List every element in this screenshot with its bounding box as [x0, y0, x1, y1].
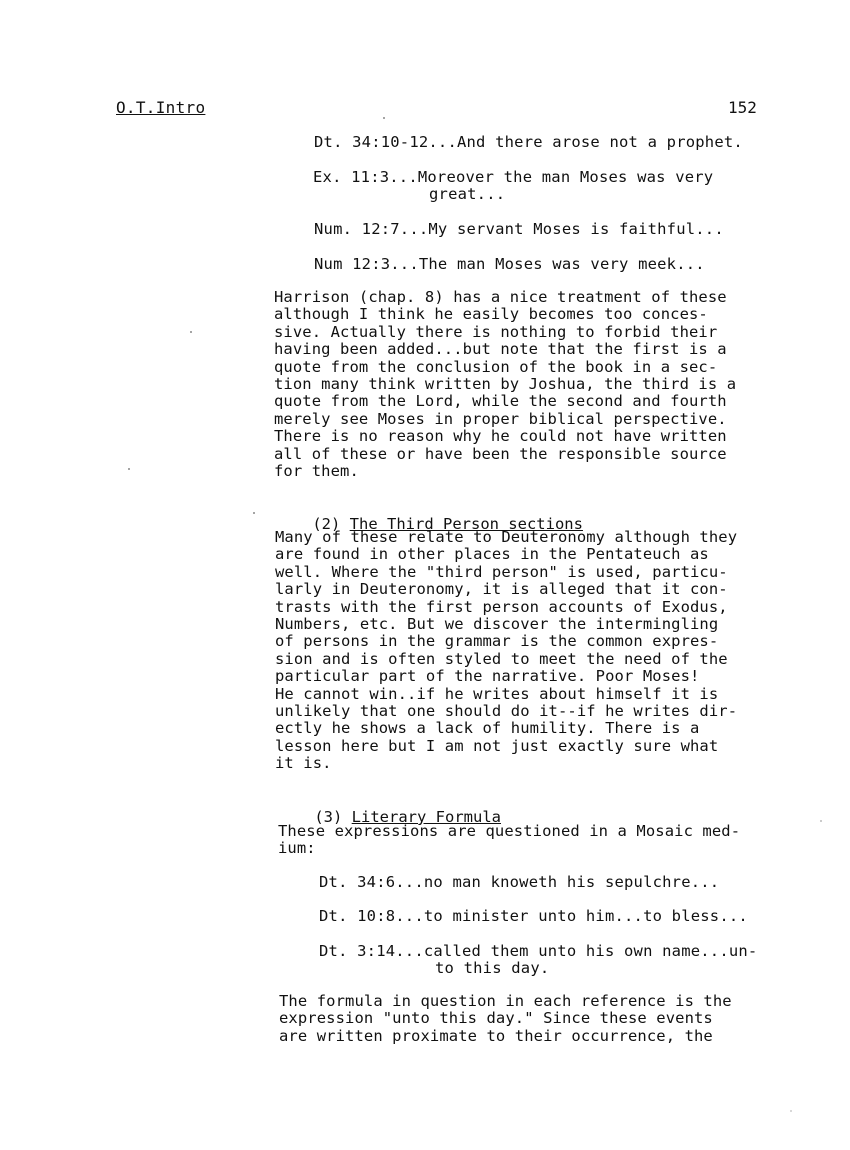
- reference-continuation: to this day.: [435, 959, 550, 977]
- section-title: Literary Formula: [351, 808, 501, 826]
- scan-speck: [190, 331, 192, 333]
- page-number: 152: [728, 98, 757, 117]
- scan-speck: [790, 1110, 792, 1112]
- body-paragraph: The formula in question in each reference is the expression "unto this day." Since these events are written proximate to their occurrence, the: [279, 992, 732, 1045]
- reference-line: Dt. 34:10-12...And there arose not a prophet.: [314, 133, 743, 151]
- reference-line: Dt. 3:14...called them unto his own name...un-: [319, 942, 758, 960]
- reference-line: Num 12:3...The man Moses was very meek...: [314, 255, 705, 273]
- section-title: The Third Person sections: [349, 515, 583, 533]
- reference-line: Ex. 11:3...Moreover the man Moses was very: [313, 168, 714, 186]
- reference-line: Dt. 34:6...no man knoweth his sepulchre...: [319, 873, 720, 891]
- scan-speck: [253, 512, 255, 514]
- body-paragraph: Harrison (chap. 8) has a nice treatment of these although I think he easily becomes too conces- sive. Actually there is nothing to forbid their having been added...but note that the first is a quote from the conclusion of the book in a sec- tion many think written by Joshua, the third is a quote from the Lord, while the second and fourth merely see Moses in proper biblical perspective. There is no reason why he could not have written all of these or have been the responsible source for them.: [274, 288, 737, 481]
- body-paragraph: Many of these relate to Deuteronomy although they are found in other places in the Pentateuch as well. Where the "third person" is used, particu- larly in Deuteronomy, it is alleged that it con- trasts with the first person accounts of Exodus, Numbers, etc. But we discover the intermingling of persons in the grammar is the common expres- sion and is often styled to meet the need of the particular part of the narrative. Poor Moses! He cannot win..if he writes about himself it is unlikely that one should do it--if he writes dir- ectly he shows a lack of humility. There is a lesson here but I am not just exactly sure what it is.: [275, 528, 738, 773]
- scan-speck: [820, 820, 822, 822]
- reference-line: Num. 12:7...My servant Moses is faithful...: [314, 220, 724, 238]
- reference-continuation: great...: [429, 185, 506, 203]
- running-header-title: O.T.Intro: [116, 98, 206, 117]
- reference-line: Dt. 10:8...to minister unto him...to bless...: [319, 907, 748, 925]
- section-number: (3): [314, 808, 343, 826]
- body-paragraph: These expressions are questioned in a Mosaic med- ium:: [278, 822, 741, 858]
- section-number: (2): [312, 515, 341, 533]
- scan-speck: [128, 468, 130, 470]
- scan-speck: [383, 117, 385, 119]
